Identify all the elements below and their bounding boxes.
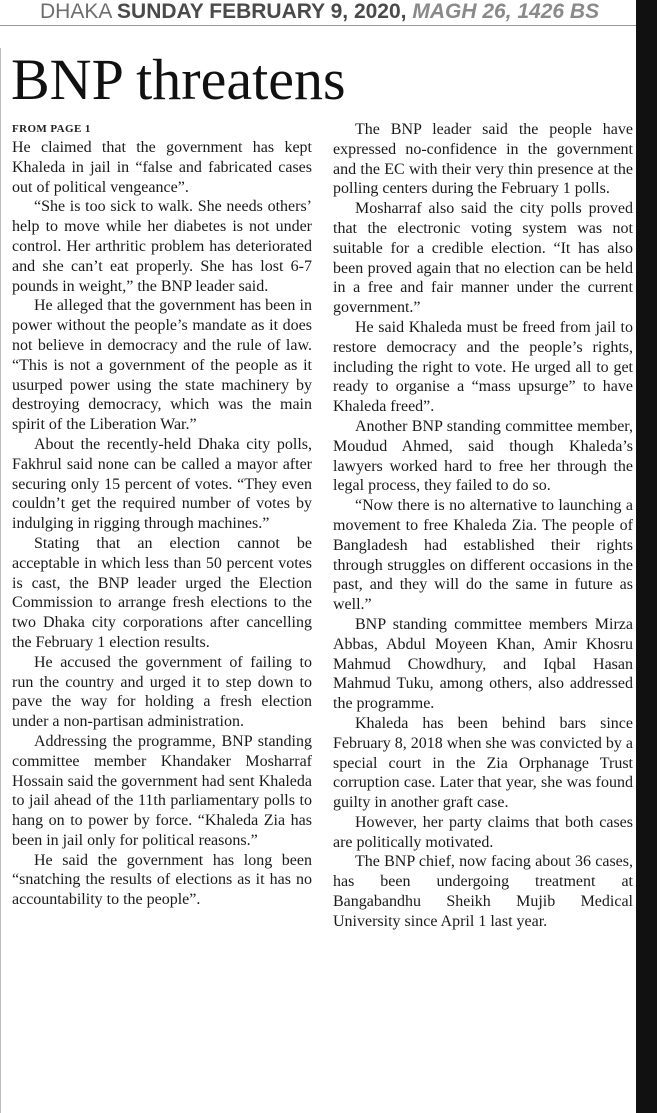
article-column-right [333, 120, 633, 932]
article-column-left [12, 120, 312, 910]
dateline [40, 0, 636, 24]
paragraph: He alleged that the government has been in power without the people’s mandate as it does not believe in democracy and the rule of law. “This is not a government of the people as it usurped power using the state machinery by destroying democracy, which was the main spirit of the Liberation War.” [12, 297, 312, 434]
paragraph: BNP standing committee members Mirza Abbas, Abdul Moyeen Khan, Amir Khosru Mahmud Chowdhury, and Iqbal Hasan Mahmud Tuku, among others, also addressed the programme. [333, 615, 633, 713]
paragraph: Khaleda has been behind bars since February 8, 2018 when she was convicted by a special court in the Zia Orphanage Trust corruption case. Later that year, she was found guilty in another graft case. [333, 714, 633, 812]
paragraph: The BNP leader said the people have expressed no-confidence in the government and the EC with their very thin presence at the polling centers during the February 1 polls. [333, 121, 633, 198]
paragraph: “She is too sick to walk. She needs others’ help to move while her diabetes is not under control. Her arthritic problem has deteriorated and she can’t eat properly. She has lost 6-7 pounds in weight,” the BNP leader said. [12, 198, 312, 295]
paragraph: Mosharraf also said the city polls proved that the electronic voting system was not suitable for a credible election. “It has also been proved again that no election can be held in a free and fair manner under the current government.” [333, 200, 633, 317]
paragraph: The BNP chief, now facing about 36 cases, has been undergoing treatment at Bangabandhu Sheikh Mujib Medical University since April 1 last year. [333, 853, 633, 930]
paragraph: He said the government has long been “snatching the results of elections as it has no accountability to the people”. [12, 851, 312, 909]
from-page-label: FROM PAGE 1 [12, 123, 91, 135]
paragraph: He claimed that the government has kept Khaleda in jail in “false and fabricated cases out of political vengeance”. [12, 139, 312, 196]
paragraph: About the recently-held Dhaka city polls, Fakhrul said none can be called a mayor after securing only 15 percent of votes. “They even couldn’t get the required number of votes by indulging in rigging through machines.” [12, 435, 312, 533]
dateline-bangla-date: MAGH 26, 1426 BS [412, 0, 600, 23]
page-fold-line [0, 48, 1, 1113]
paragraph: “Now there is no alternative to launching a movement to free Khaleda Zia. The people of Bangladesh had established their rights through struggles on different occasions in the past, and they will do the same in future as well.” [333, 497, 633, 614]
dateline-date: SUNDAY FEBRUARY 9, 2020, [117, 0, 407, 23]
paragraph: He said Khaleda must be freed from jail to restore democracy and the people’s rights, including the right to vote. He urged all to get ready to organise a “mass upsurge” to have Khaleda freed”. [333, 318, 633, 416]
dateline-rule [0, 25, 636, 26]
paragraph: Addressing the programme, BNP standing committee member Khandaker Mosharraf Hossain said the government had sent Khaleda to jail ahead of the 11th parliamentary polls to hang on to power by force. “Khaleda Zia has been in jail only for political reasons.” [12, 732, 312, 849]
dateline-city: DHAKA [40, 0, 112, 23]
headline: BNP threatens [11, 47, 346, 112]
paragraph: However, her party claims that both cases are politically motivated. [333, 813, 633, 851]
paragraph: He accused the government of failing to run the country and urged it to step down to pave the way for holding a fresh election under a non-partisan administration. [12, 653, 312, 731]
paragraph: Another BNP standing committee member, Moudud Ahmed, said though Khaleda’s lawyers worked hard to free her through the legal process, they failed to do so. [333, 417, 633, 495]
paragraph: Stating that an election cannot be acceptable in which less than 50 percent votes is cast, the BNP leader urged the Election Commission to arrange fresh elections to the two Dhaka city corporations after cancelling the February 1 election results. [12, 534, 312, 651]
page-edge-bar [636, 0, 657, 1113]
